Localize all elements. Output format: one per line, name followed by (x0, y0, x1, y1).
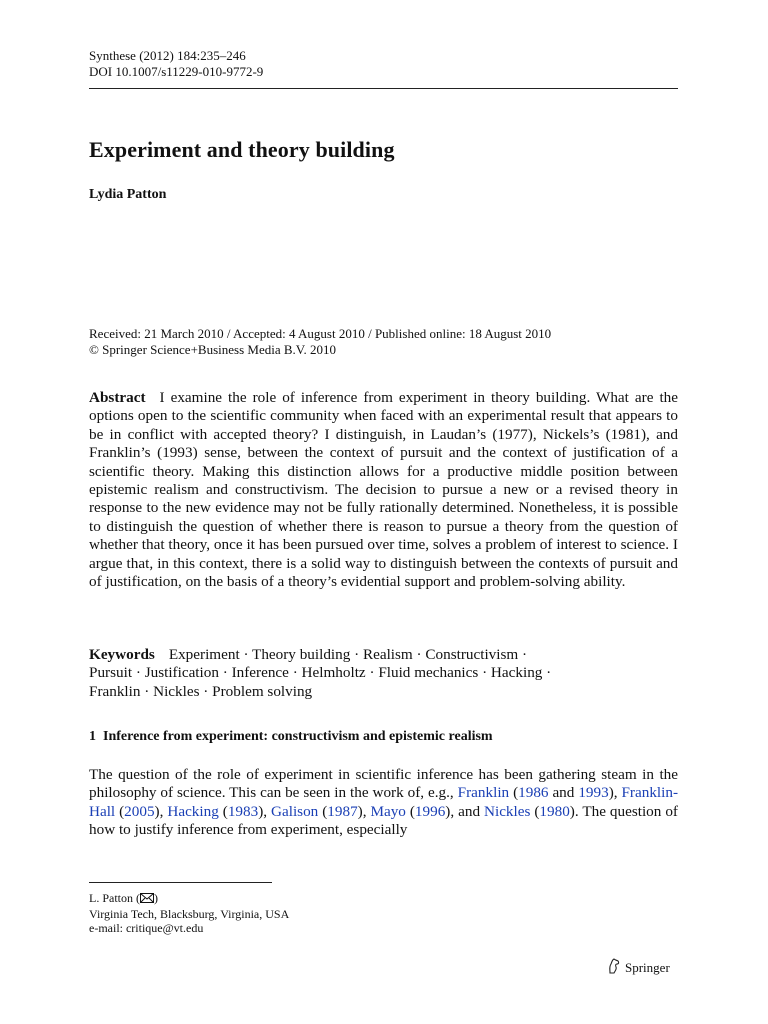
citation-link[interactable]: 1986 (518, 784, 549, 802)
citation-link[interactable]: 1983 (227, 802, 259, 820)
citation-link[interactable]: Mayo (370, 802, 406, 820)
body-text: ). The question of how to justify inference from experiment, especially (89, 802, 678, 839)
citation-link[interactable]: Hacking (167, 802, 219, 820)
citation-link[interactable]: 1987 (327, 802, 358, 820)
footnote-name-close: ) (154, 891, 158, 905)
abstract (89, 389, 678, 591)
header-rule (89, 88, 678, 89)
section-heading (89, 729, 493, 745)
history-line: Received: 21 March 2010 / Accepted: 4 August 2010 / Published online: 18 August 2010 (89, 326, 552, 341)
body-text: ( (405, 802, 415, 820)
footnote-name: L. Patton ( (89, 891, 140, 905)
citation-link[interactable]: 2005 (124, 802, 155, 820)
citation-link[interactable]: Franklin (457, 784, 510, 802)
doi: DOI 10.1007/s11229-010-9772-9 (89, 64, 264, 79)
body-text: ), (357, 802, 371, 820)
keywords-line-2: Pursuit · Justification · Inference · Helmholtz · Fluid mechanics · Hacking · (89, 664, 552, 682)
publication-dates (89, 326, 551, 358)
body-text: ), and (445, 802, 484, 820)
section-title: Inference from experiment: constructivism and epistemic realism (103, 729, 493, 744)
author-name: Lydia Patton (89, 187, 167, 202)
copyright-line: © Springer Science+Business Media B.V. 2010 (89, 342, 336, 357)
citation-link[interactable]: 1993 (578, 784, 609, 802)
envelope-icon[interactable] (140, 892, 154, 907)
citation-link[interactable]: 1980 (539, 802, 570, 820)
body-text: ), (154, 802, 168, 820)
abstract-label: Abstract (89, 389, 146, 406)
author-footnote (89, 891, 289, 936)
publisher-name: Springer (625, 960, 670, 975)
keywords (89, 646, 678, 701)
body-paragraph (89, 766, 678, 840)
keywords-line-3: Franklin · Nickles · Problem solving (89, 682, 313, 700)
footnote-rule (89, 882, 272, 883)
citation-link[interactable]: Franklin-Hall (89, 784, 679, 820)
body-text: ( (530, 802, 540, 820)
body-text: and (548, 784, 579, 802)
citation-link[interactable]: 1996 (414, 802, 446, 820)
body-text: ), (258, 802, 272, 820)
body-text: ), (608, 784, 622, 802)
footnote-email[interactable]: e-mail: critique@vt.edu (89, 921, 204, 935)
body-text: The question of the role of experiment in scientific inference has been gathering steam in the philosophy of science. This can be seen in the work of, e.g., (89, 766, 678, 802)
springer-horse-icon (607, 958, 621, 978)
section-number: 1 (89, 729, 96, 744)
abstract-text: I examine the role of inference from experiment in theory building. What are the options open to the scientific community when faced with an experimental result that appears to be in conflict with accepted theory? I distinguish, in Laudan’s (1977), Nickels’s (1981), and Franklin’s (1993) sense, between the context of pursuit and the context of justification of a scientific theory. Making this distinction allows for a productive middle position between epistemic realism and constructivism. The decision to pursue a new or a revised theory in response to the new evidence may not be fully rationally determined. Nonetheless, it is possible to distinguish the question of whether there is reason to pursue a theory from the question of whether that theory, once it has been pursued over time, solves a problem of interest to science. I argue that, in this context, there is a solid way to distinguish between the contexts of pursuit and of justification, on the basis of a theory’s evidential support and problem-solving ability. (89, 389, 678, 591)
paper-title: Experiment and theory building (89, 137, 395, 162)
body-text: ( (509, 784, 519, 802)
body-text: ( (318, 802, 328, 820)
footnote-affiliation: Virginia Tech, Blacksburg, Virginia, USA (89, 906, 290, 921)
keywords-label: Keywords (89, 646, 155, 663)
journal-header (89, 48, 263, 80)
body-text: ( (115, 802, 125, 820)
citation-link[interactable]: Nickles (484, 802, 531, 820)
publisher-logo (607, 958, 670, 978)
keywords-line-1: Experiment · Theory building · Realism · Constructivism · (168, 646, 528, 663)
citation-link[interactable]: Galison (271, 802, 319, 820)
journal-citation: Synthese (2012) 184:235–246 (89, 48, 246, 63)
body-text: ( (218, 802, 228, 820)
